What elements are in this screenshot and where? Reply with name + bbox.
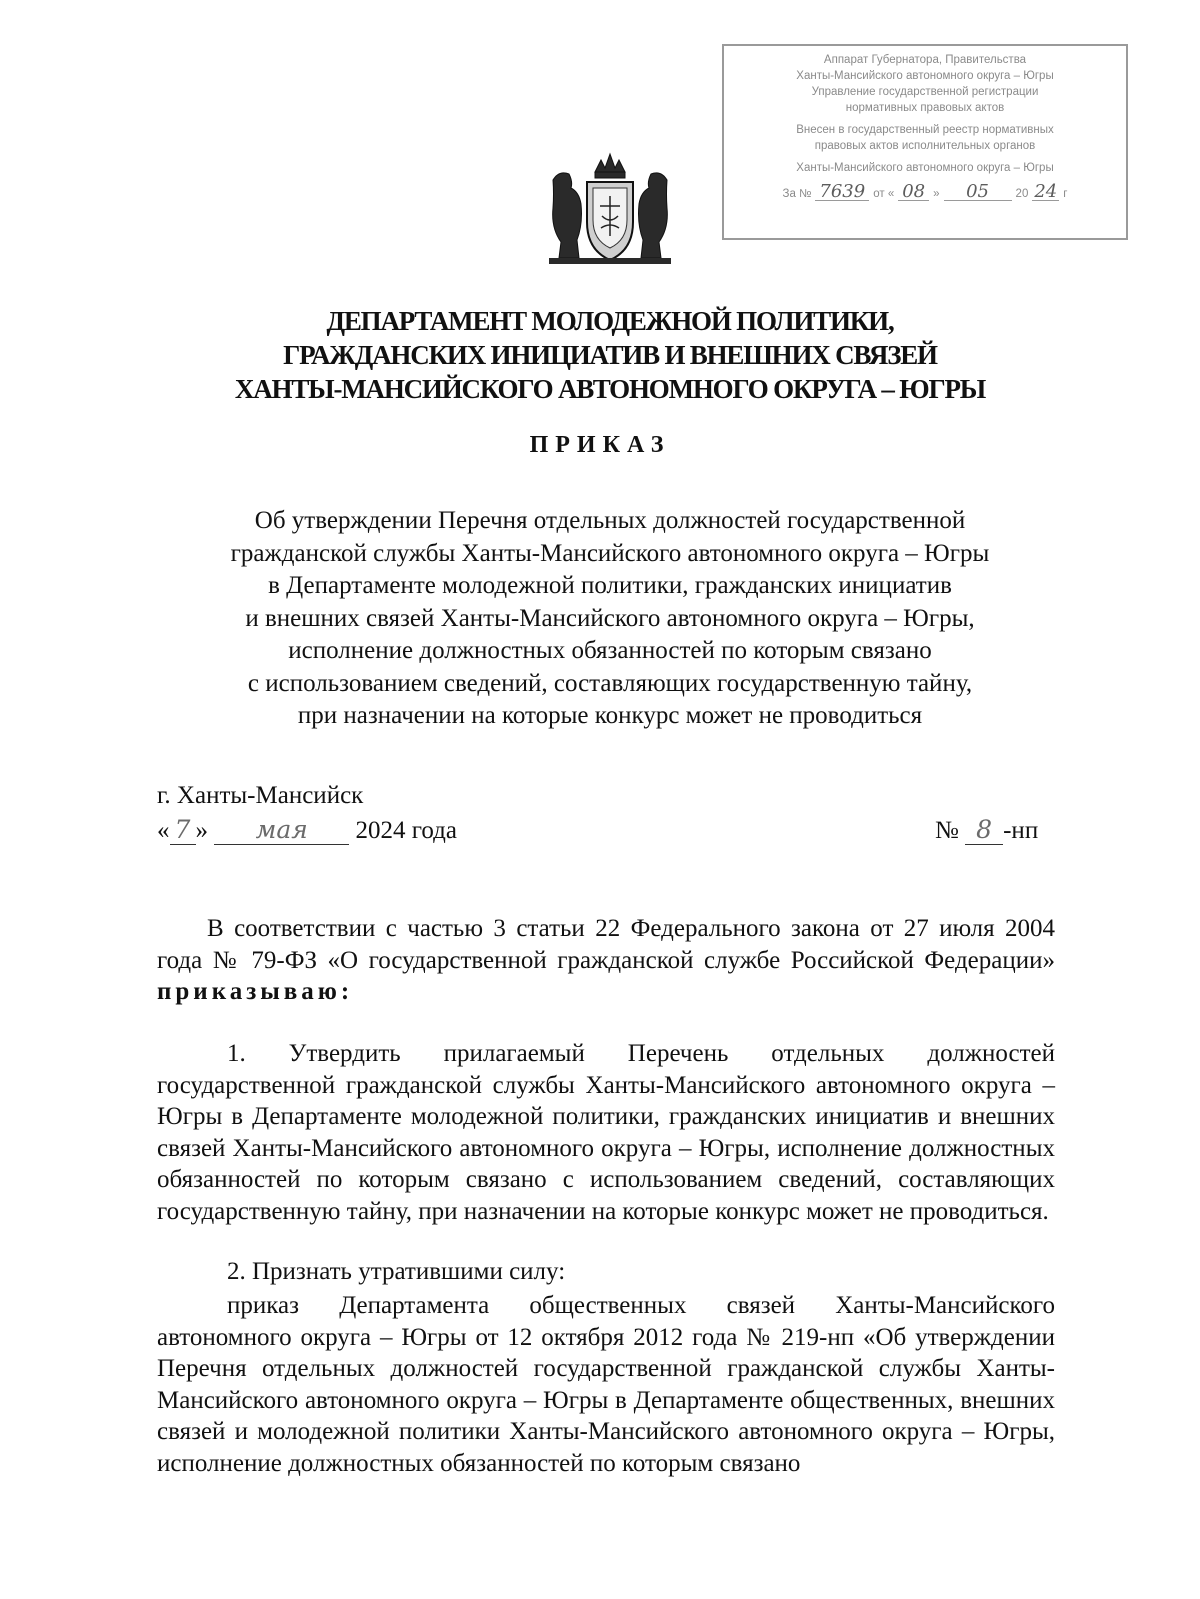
item-2-subparagraph: приказ Департамента общественных связей Ханты-Мансийского автономного округа – Югры от 12 октября 2012 года № 219-нп «Об утверждении Перечня отдельных должностей государственной гражданской службы Ханты-Мансийского автономного округа – Югры в Департаменте общественных, внешних связей и молодежной политики Ханты-Мансийского автономного округа – Югры, исполнение должностных обязанностей по которым связано — [157, 1292, 1055, 1477]
department-name-line: ДЕПАРТАМЕНТ МОЛОДЕЖНОЙ ПОЛИТИКИ, — [326, 306, 894, 336]
order-subject-line: и внешних связей Ханты-Мансийского автономного округа – Югры, — [245, 604, 975, 632]
date-year: 2024 года — [355, 817, 457, 844]
order-subject-line: гражданской службы Ханты-Мансийского автономного округа – Югры — [230, 539, 990, 567]
date-quote-open: « — [157, 817, 170, 844]
department-name — [180, 304, 1040, 406]
stamp-line: правовых актов исполнительных органов — [814, 140, 1036, 152]
registration-stamp — [722, 44, 1128, 240]
stamp-reg-year-prefix: 20 — [1015, 188, 1029, 200]
stamp-reg-day: 08 — [898, 184, 929, 201]
stamp-authority — [728, 52, 1122, 116]
stamp-reg-month: 05 — [944, 184, 1012, 201]
stamp-line: Ханты-Мансийского автономного округа – Югры — [796, 70, 1054, 82]
order-subject — [150, 505, 1070, 733]
document-type: ПРИКАЗ — [529, 432, 671, 458]
stamp-registration-line — [728, 181, 1122, 202]
order-subject-line: Об утверждении Перечня отдельных должностей государственной — [254, 507, 966, 534]
number-value: 8 — [965, 815, 1003, 845]
issue-city: г. Ханты-Мансийск — [157, 782, 364, 809]
order-subject-line: с использованием сведений, составляющих государственную тайну, — [247, 669, 973, 697]
coat-of-arms-icon — [545, 150, 675, 268]
stamp-reg-prefix: За № — [782, 188, 812, 200]
stamp-reg-suffix: г — [1063, 188, 1068, 200]
stamp-reg-ot: от « — [873, 188, 895, 200]
order-subject-line: при назначении на которые конкурс может не проводиться — [297, 702, 923, 729]
department-name-line: ХАНТЫ-МАНСИЙСКОГО АВТОНОМНОГО ОКРУГА – ЮГРЫ — [234, 374, 986, 404]
stamp-reg-close: » — [933, 188, 940, 200]
issue-date — [157, 815, 457, 845]
stamp-line: Управление государственной регистрации — [811, 86, 1039, 98]
number-suffix: -нп — [1003, 817, 1039, 844]
number-prefix: № — [935, 817, 959, 844]
order-subject-line: в Департаменте молодежной политики, гражданских инициатив — [268, 572, 952, 599]
preamble-command: приказываю: — [157, 978, 354, 1005]
stamp-registry — [728, 122, 1122, 154]
order-subject-line: исполнение должностных обязанностей по которым связано — [288, 637, 932, 664]
stamp-line: Внесен в государственный реестр нормативных — [796, 124, 1054, 136]
item-2-paragraph: 2. Признать утратившими силу: — [227, 1258, 566, 1285]
stamp-line: Ханты-Мансийского автономного округа – Югры — [796, 162, 1054, 174]
stamp-reg-year: 24 — [1034, 181, 1058, 202]
item-1-paragraph: 1. Утвердить прилагаемый Перечень отдельных должностей государственной гражданской службы Ханты-Мансийского автономного округа – Югры в Департаменте молодежной политики, гражданских инициатив и внешних связей Ханты-Мансийского автономного округа – Югры, исполнение должностных обязанностей по которым связано с использованием сведений, составляющих государственную тайну, при назначении на которые конкурс может не проводиться. — [157, 1040, 1055, 1225]
department-name-line: ГРАЖДАНСКИХ ИНИЦИАТИВ И ВНЕШНИХ СВЯЗЕЙ — [283, 340, 937, 370]
stamp-line: нормативных правовых актов — [845, 102, 1005, 114]
stamp-reg-number: 7639 — [815, 184, 869, 201]
preamble-paragraph — [157, 913, 1055, 1008]
date-quote-close: » — [195, 817, 208, 844]
stamp-line: Аппарат Губернатора, Правительства — [823, 54, 1027, 66]
preamble-text: В соответствии с частью 3 статьи 22 Федерального закона от 27 июля 2004 года № 79-ФЗ «О государственной гражданской службе Российской Федерации» — [157, 915, 1055, 974]
date-day: 7 — [170, 815, 196, 845]
document-number — [935, 815, 1038, 845]
date-month: мая — [214, 815, 349, 845]
